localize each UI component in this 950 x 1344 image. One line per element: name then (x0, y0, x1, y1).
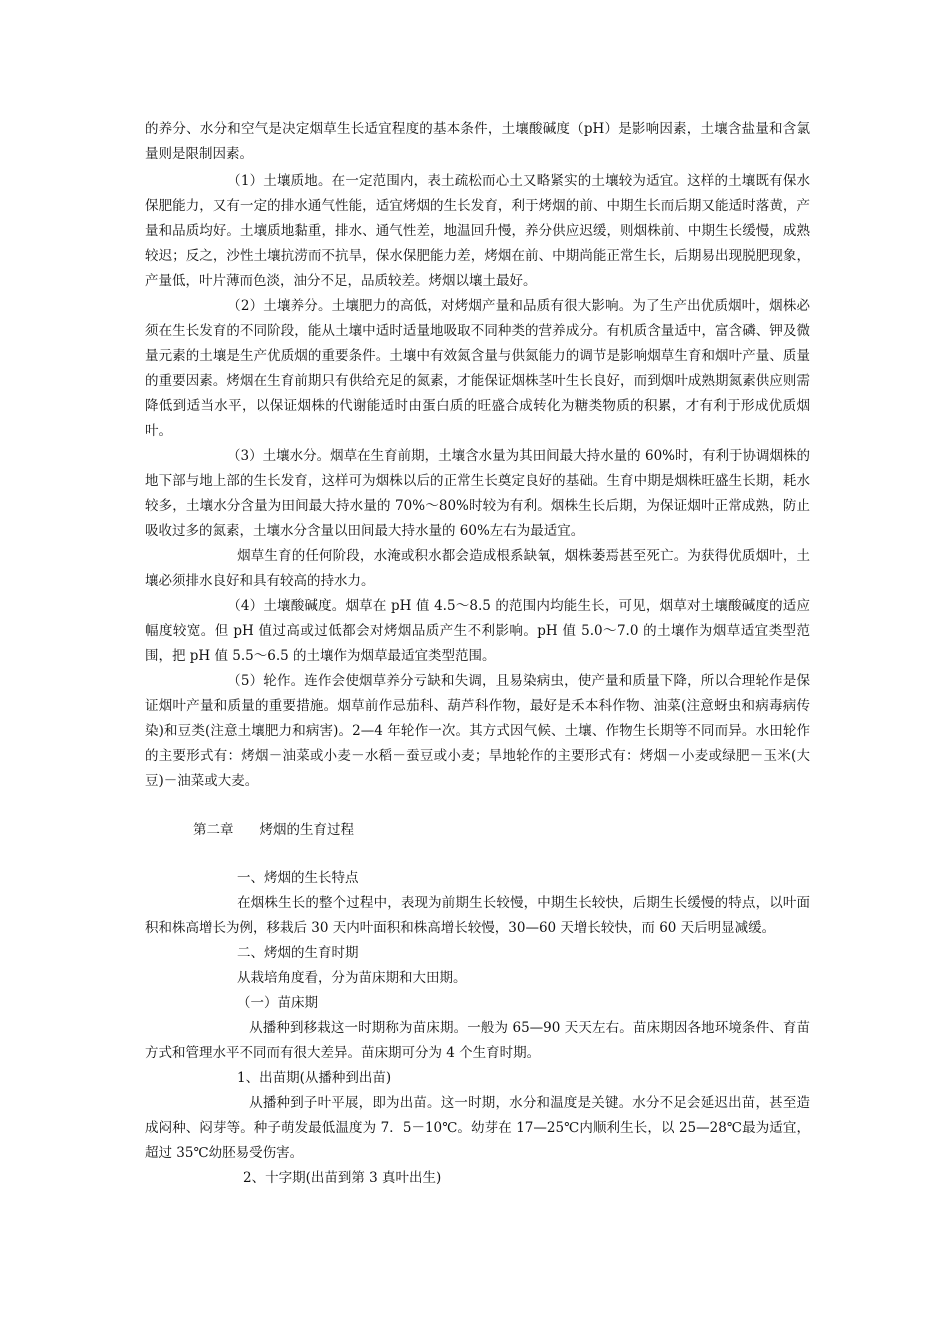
section-heading: 一、烤烟的生长特点 (237, 870, 359, 886)
paragraph-text: 从播种到移栽这一时期称为苗床期。一般为 65—90 天天左右。苗床期因各地环境条件、育苗方式和管理水平不同而有很大差异。苗床期可分为 4 个生育时期。 (145, 1020, 810, 1061)
item-lead: （4）土壤酸碱度。 (227, 598, 346, 614)
paragraph-text: 从播种到子叶平展，即为出苗。这一时期，水分和温度是关键。水分不足会延迟出苗，甚至造成闷种、闷芽等。种子萌发最低温度为 7．5－10℃。幼芽在 17—25℃内顺利生长，以 25—28℃最为适宜，超过 35℃幼胚易受伤害。 (145, 1095, 810, 1161)
paragraph-text: 烟草在生育前期，土壤含水量为其田间最大持水量的 60%时，有利于协调烟株的地下部与地上部的生长发育，这样可为烟株以后的正常生长奠定良好的基础。生育中期是烟株旺盛生长期，耗水较多，土壤水分含量为田间最大持水量的 70%～80%时较为有利。烟株生长后期，为保证烟叶正常成熟，防止吸收过多的氮素，土壤水分含量以田间最大持水量的 60%左右为最适宜。 (145, 448, 811, 539)
stage-heading: 2、十字期(出苗到第 3 真叶出生) (243, 1170, 442, 1186)
item-lead: （1）土壤质地。 (227, 173, 332, 189)
section-heading: 二、烤烟的生育时期 (237, 945, 359, 961)
paragraph-text: 的养分、水分和空气是决定烟草生长适宜程度的基本条件，土壤酸碱度（pH）是影响因素，土壤含盐量和含氯量则是限制因素。 (145, 121, 810, 162)
paragraph-soil-ph (145, 594, 810, 669)
item-lead: （2）土壤养分。 (227, 298, 332, 314)
paragraph-soil-factors (145, 117, 810, 167)
paragraph-text: 在烟株生长的整个过程中，表现为前期生长较慢，中期生长较快，后期生长缓慢的特点，以叶面积和株高增长为例，移栽后 30 天内叶面积和株高增长较慢，30—60 天增长较快，而 60 天后明显减缓。 (145, 895, 810, 936)
paragraph-text: 烟草在 pH 值 4.5～8.5 的范围内均能生长，可见，烟草对土壤酸碱度的适应幅度较宽。但 pH 值过高或过低都会对烤烟品质产生不利影响。pH 值 5.0～7.0 的土壤作为烟草适宜类型范围，把 pH 值 5.5～6.5 的土壤作为烟草最适宜类型范围。 (145, 598, 810, 664)
stage-body (145, 1091, 810, 1166)
item-lead: （5）轮作。 (227, 673, 305, 689)
paragraph-soil-texture (145, 169, 810, 294)
paragraph-text: 在一定范围内，表土疏松而心土又略紧实的土壤较为适宜。这样的土壤既有保水保肥能力，又有一定的排水通气性能，适宜烤烟的生长发育，利于烤烟的前、中期生长而后期又能适时落黄，产量和品质均好。土壤质地黏重，排水、通气性差，地温回升慢，养分供应迟缓，则烟株前、中期生长缓慢，成熟较迟；反之，沙性土壤抗涝而不抗旱，保水保肥能力差，烤烟在前、中期尚能正常生长，后期易出现脱肥现象，产量低，叶片薄而色淡，油分不足，品质较差。烤烟以壤土最好。 (145, 173, 810, 289)
section-intro: 从栽培角度看，分为苗床期和大田期。 (237, 970, 467, 986)
paragraph-drainage (145, 544, 810, 594)
paragraph-rotation (145, 669, 810, 794)
subsection-body (145, 1016, 810, 1066)
section-body (145, 891, 810, 941)
paragraph-text: 连作会使烟草养分亏缺和失调，且易染病虫，使产量和质量下降，所以合理轮作是保证烟叶产量和质量的重要措施。烟草前作忌茄科、葫芦科作物，最好是禾本科作物、油菜(注意蚜虫和病毒病传染)和豆类(注意土壤肥力和病害)。2—4 年轮作一次。其方式因气候、土壤、作物生长期等不同而异。水田轮作的主要形式有：烤烟－油菜或小麦－水稻－蚕豆或小麦；旱地轮作的主要形式有：烤烟－小麦或绿肥－玉米(大豆)－油菜或大麦。 (145, 673, 810, 789)
chapter-heading (193, 818, 593, 843)
paragraph-text: 土壤肥力的高低，对烤烟产量和品质有很大影响。为了生产出优质烟叶，烟株必须在生长发育的不同阶段，能从土壤中适时适量地吸取不同种类的营养成分。有机质含量适中，富含磷、钾及微量元素的土壤是生产优质烟的重要条件。土壤中有效氮含量与供氮能力的调节是影响烟草生育和烟叶产量、质量的重要因素。烤烟在生育前期只有供给充足的氮素，才能保证烟株茎叶生长良好，而到烟叶成熟期氮素供应则需降低到适当水平，以保证烟株的代谢能适时由蛋白质的旺盛合成转化为糖类物质的积累，才有利于形成优质烟叶。 (145, 298, 810, 439)
item-lead: （3）土壤水分。 (227, 448, 331, 464)
chapter-number: 第二章 (193, 822, 234, 838)
stage-heading: 1、出苗期(从播种到出苗) (237, 1070, 392, 1086)
subsection-heading: （一）苗床期 (237, 995, 318, 1011)
chapter-title: 烤烟的生育过程 (259, 822, 354, 838)
paragraph-text: 烟草生育的任何阶段，水淹或积水都会造成根系缺氧，烟株萎焉甚至死亡。为获得优质烟叶，土壤必须排水良好和具有较高的持水力。 (145, 548, 810, 589)
paragraph-soil-nutrients (145, 294, 810, 444)
paragraph-soil-moisture (145, 444, 810, 544)
